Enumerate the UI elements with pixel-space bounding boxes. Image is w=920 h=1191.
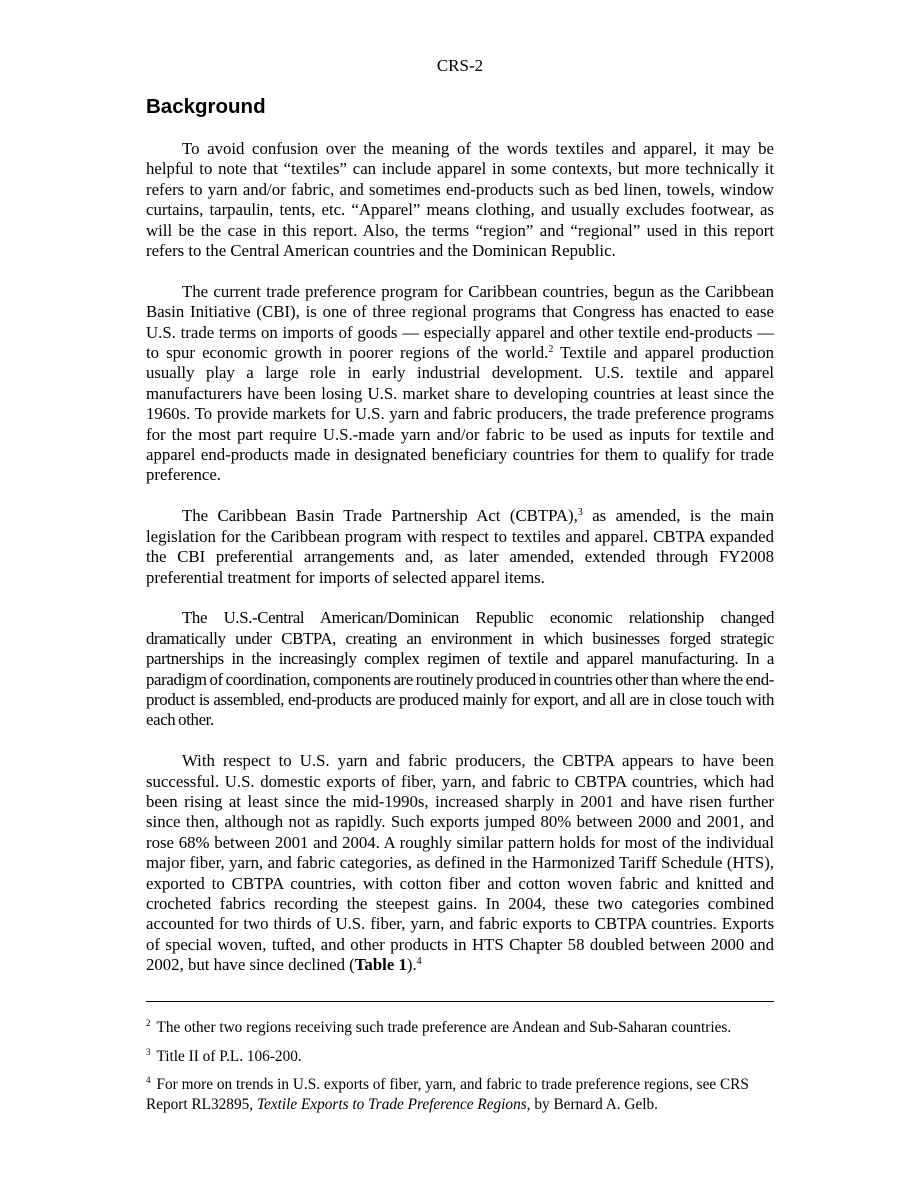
footnote-text: Title II of P.L. 106-200. xyxy=(156,1047,302,1065)
body-text xyxy=(146,139,774,996)
paragraph-cbi-program xyxy=(146,282,774,486)
section-title: Background xyxy=(146,95,266,118)
paragraph-cbtpa xyxy=(146,506,774,588)
paragraph-relationship: The U.S.-Central American/Dominican Republic economic relationship changed dramatically under CBTPA, creating an environment in which businesses forged strategic partnerships in the increasingly complex regimen of textile and apparel manufacturing. In a paradigm of coordination, components are routinely produced in countries other than where the end-product is assembled, end-products are produced mainly for export, and all are in close touch with each other. xyxy=(146,608,774,730)
paragraph-text: as amended, is the main legislation for the Caribbean program with respect to textiles and apparel. CBTPA expanded the CBI preferential arrangements and, as later amended, extended through FY2008 preferential treatment for imports of selected apparel items. xyxy=(146,506,774,587)
footnote-2 xyxy=(146,1018,774,1038)
page-number-header: CRS-2 xyxy=(436,56,484,75)
footnote-number: 4 xyxy=(146,1075,151,1085)
paragraph-definitions: To avoid confusion over the meaning of the words textiles and apparel, it may be helpful to note that “textiles” can include apparel in some contexts, but more technically it refers to yarn and/or fabric, and sometimes end-products such as bed linen, towels, window curtains, tarpaulin, tents, etc. “Apparel” means clothing, and usually excludes footwear, as will be the case in this report. Also, the terms “region” and “regional” used in this report refers to the Central American countries and the Dominican Republic. xyxy=(146,139,774,261)
footnote-ref-4[interactable]: 4 xyxy=(416,956,422,968)
footnote-divider xyxy=(146,1001,774,1002)
paragraph-exports xyxy=(146,751,774,975)
report-title: Textile Exports to Trade Preference Regions, xyxy=(256,1095,531,1113)
footnote-4 xyxy=(146,1075,774,1114)
paragraph-text: The current trade preference program for Caribbean countries, begun as the Caribbean Basin Initiative (CBI), is one of three regional programs that Congress has enacted to ease U.S. trade terms on imports of goods — especially apparel and other textile end-products — to spur economic growth in poorer regions of the world. xyxy=(146,281,774,363)
footnote-3 xyxy=(146,1047,774,1067)
footnote-text: by Bernard A. Gelb. xyxy=(530,1095,658,1113)
paragraph-text: With respect to U.S. yarn and fabric producers, the CBTPA appears to have been successful. U.S. domestic exports of fiber, yarn, and fabric to CBTPA countries, which had been rising at least since the mid-1990s, increased sharply in 2001 and have risen further since then, although not as rapidly. Such exports jumped 80% between 2000 and 2001, and rose 68% between 2001 and 2004. A roughly similar pattern holds for most of the individual major fiber, yarn, and fabric categories, as defined in the Harmonized Tariff Schedule (HTS), exported to CBTPA countries, with cotton fiber and cotton woven fabric and knitted and crocheted fabrics recording the steepest gains. In 2004, these two categories combined accounted for two thirds of U.S. fiber, yarn, and fabric exports to CBTPA countries. Exports of special woven, tufted, and other products in HTS Chapter 58 doubled between 2000 and 2002, but have since declined ( xyxy=(146,751,774,975)
footnote-text: The other two regions receiving such trade preference are Andean and Sub-Saharan countries. xyxy=(156,1019,732,1036)
footnote-ref-3[interactable]: 3 xyxy=(577,507,583,519)
footnotes xyxy=(146,1018,774,1123)
footnote-ref-2[interactable]: 2 xyxy=(548,344,554,356)
paragraph-text: ). xyxy=(406,955,417,975)
table-1-reference[interactable]: Table 1 xyxy=(354,955,407,975)
paragraph-text: Textile and apparel production usually play a large role in early industrial development. U.S. textile and apparel manufacturers have been losing U.S. market share to developing countries at least since the 1960s. To provide markets for U.S. yarn and fabric producers, the trade preference programs for the most part require U.S.-made yarn and/or fabric to be used as inputs for textile and apparel end-products made in designated beneficiary countries for them to qualify for trade preference. xyxy=(146,343,774,485)
footnote-number: 2 xyxy=(146,1018,151,1028)
footnote-text: For more on trends in U.S. exports of fiber, yarn, and fabric to trade preference regions, see CRS Report RL32895, xyxy=(146,1076,749,1113)
paragraph-text: The Caribbean Basin Trade Partnership Act (CBTPA), xyxy=(182,506,578,526)
footnote-number: 3 xyxy=(146,1046,151,1057)
